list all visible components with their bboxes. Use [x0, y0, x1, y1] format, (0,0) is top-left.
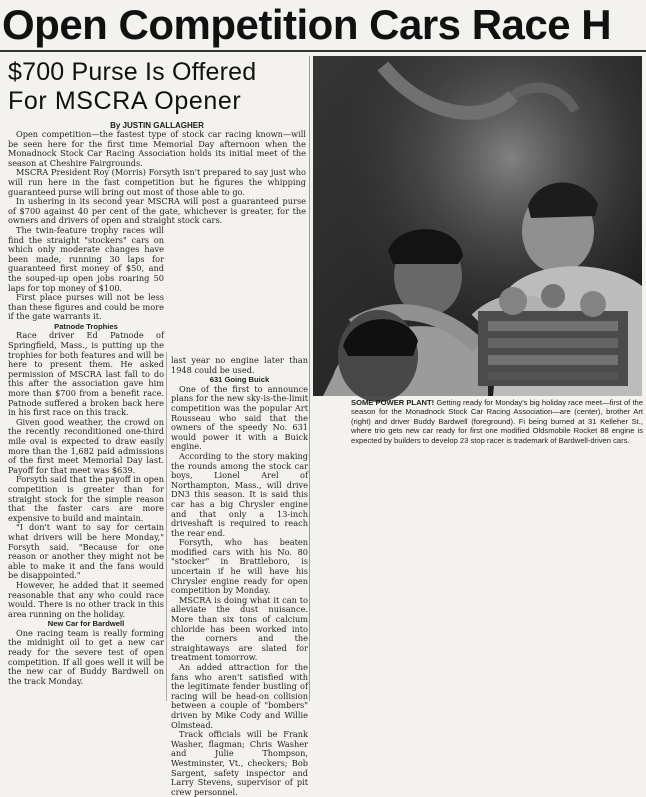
headline-line-1: $700 Purse Is Offered — [8, 58, 257, 86]
paragraph: First place purses will not be less than these figures and could be more if the gate warrants it. — [8, 292, 164, 322]
subhead-buick: 631 Going Buick — [209, 375, 270, 385]
paragraph: One of the first to announce plans for the new sky-is-the-limit competition was the popular Art Rousseau who said that the owners of the speedy No. 631 would power it with a Buick engine. — [171, 383, 308, 452]
paragraph: Track officials will be Frank Washer, flagman; Chris Washer and Julie Thompson, Westminster, Vt., checkers; Bob Sargent, safety inspector and Larry Stevens, supervisor of pit crew personnel. — [171, 729, 308, 797]
caption-lead: SOME POWER PLANT! — [351, 398, 435, 407]
paragraph: Forsyth, who has beaten modified cars with his No. 80 "stocker" in Brattleboro, is uncertain if he will have his Chrysler engine ready for open competition by Monday. — [171, 537, 308, 596]
banner-headline: Open Competition Cars Race H — [2, 1, 612, 48]
subhead-patnode: Patnode Trophies — [54, 321, 118, 331]
photo-caption — [351, 398, 643, 445]
paragraph: An added attraction for the fans who aren't satisfied with the legitimate fender bustling of racing will be head-on collision between a couple of "bombers" driven by Mike Cody and Willie Olmstead. — [171, 662, 308, 730]
paragraph: last year no engine later than 1948 could be used. — [171, 355, 308, 375]
paragraph: Open competition—the fastest type of stock car racing known—will be seen here for the first time Memorial Day afternoon when the Monadnock Stock Car Racing Association holds its initial meet of the season at Cheshire Fairgrounds. — [8, 129, 306, 168]
news-photo — [313, 56, 642, 396]
paragraph: MSCRA is doing what it can to alleviate the dust nuisance. More than six tons of calcium chloride has been worked into the corners and the straightaways are slated for treatment tomorrow. — [171, 594, 308, 663]
paragraph: Race driver Ed Patnode of Springfield, Mass., is putting up the trophies for both features and will be here to present them. He asked permission of MSCRA last fall to do this after the association gave him more than $700 from a benefit race. Patnode suffered a broken back here in his first race on this track. — [8, 330, 164, 418]
photo-illustration — [313, 56, 642, 396]
paragraph: The twin-feature trophy races will find the straight "stockers" cars on which only moderate changes have been made, running 30 laps for guaranteed first money of $50, and the souped-up open jobs roaring 50 laps for top money of $100. — [8, 224, 164, 293]
subhead-new-car: New Car for Bardwell — [47, 619, 125, 629]
article-headline — [8, 58, 306, 116]
paragraph: According to the story making the rounds among the stock car boys, Lionel Arel of Northampton, Mass., will drive DN3 this season. It is said this car has a big Chrysler engine and that only a 13-inch driveshaft is required to reach the rear end. — [171, 450, 308, 538]
column-rule — [309, 56, 310, 701]
article-column-2 — [171, 355, 308, 797]
paragraph: "I don't want to say for certain what drivers will be here Monday," Forsyth said. "Because for one reason or another they might not be able to make it and the fans would be disappointed." — [8, 522, 164, 581]
paragraph: In ushering in its second year MSCRA will post a guaranteed purse of $700 against 40 per cent of the gate, whichever is greater, for the owners and drivers of open and straight stock cars. — [8, 196, 306, 226]
paragraph: Forsyth said that the payoff in open competition is greater than for straight stock for the simple reason that the faster cars are more expensive to build and maintain. — [8, 474, 164, 523]
paragraph: MSCRA President Roy (Morris) Forsyth isn't prepared to say just who will run here in the fast competition but he figures the whipping guaranteed purse will bring out most of those able to go. — [8, 167, 306, 197]
paragraph: Given good weather, the crowd on the recently reconditioned one-third mile oval is expected to draw easily more than the 1,682 paid admissions of the first meet Memorial Day last. Payoff for that meet was $639. — [8, 416, 164, 475]
paragraph: One racing team is really forming the midnight oil to get a new car ready for the severe test of open competition. If all goes well it will be the new car of Buddy Bardwell on the track Monday. — [8, 627, 164, 686]
caption-text: Getting ready for Monday's big holiday race meet—first of the season for the Monadnock Stock Car Racing Association—are (center), brother Art (right) and driver Buddy Bardwell (foreground). Fi being burned at 31 Kelleher St., where trio gets new car ready for first one modified Oldsmobile Rocket 88 engine is expected by builders to develop 23 stop racer is trademark of Bardwell-driven cars. — [351, 398, 643, 445]
headline-line-2: For MSCRA Opener — [8, 87, 242, 115]
byline: By JUSTIN GALLAGHER — [110, 121, 204, 130]
top-rule — [0, 50, 646, 52]
paragraph: However, he added that it seemed reasonable that any who could race would. There is no other track in this area running on the holiday. — [8, 579, 164, 619]
